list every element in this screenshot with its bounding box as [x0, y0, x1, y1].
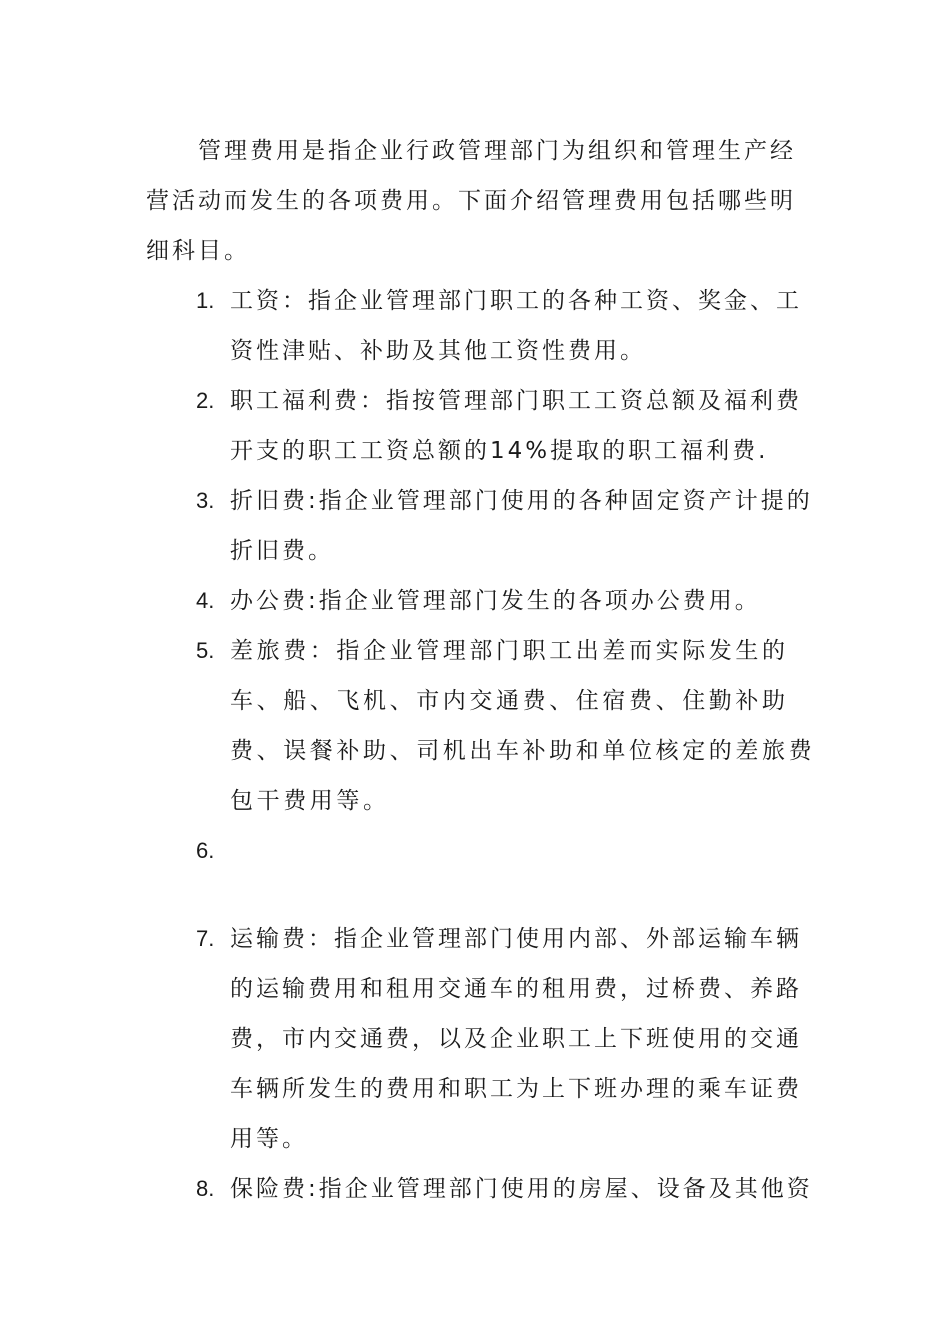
list-item-number: 6. — [196, 838, 215, 863]
list-item-number: 2. — [196, 388, 215, 413]
list-item-text: 办公费:指企业管理部门发生的各项办公费用。 — [230, 588, 761, 614]
list-item-text: 工资：指企业管理部门职工的各种工资、奖金、工资性津贴、补助及其他工资性费用。 — [230, 288, 802, 364]
list-item-text: 保险费:指企业管理部门使用的房屋、设备及其他资 — [230, 1176, 813, 1202]
list-item — [0, 376, 950, 476]
list-item-number: 3. — [196, 488, 215, 513]
list-item — [0, 914, 950, 1164]
list-item — [0, 1164, 950, 1214]
list-item-number: 5. — [196, 638, 215, 663]
list-item — [0, 576, 950, 626]
list-item-text: 运输费：指企业管理部门使用内部、外部运输车辆的运输费用和租用交通车的租用费，过桥费、养路费，市内交通费，以及企业职工上下班使用的交通车辆所发生的费用和职工为上下班办理的乘车证费用等。 — [230, 926, 802, 1152]
list-item-text: 折旧费:指企业管理部门使用的各种固定资产计提的折旧费。 — [230, 488, 813, 564]
list-item-number: 7. — [196, 926, 215, 951]
list-item-number: 4. — [196, 588, 215, 613]
blank-spacer — [0, 876, 950, 914]
list-item — [0, 476, 950, 576]
list-item — [0, 626, 950, 826]
list-item-number: 1. — [196, 288, 215, 313]
list-item-text: 差旅费：指企业管理部门职工出差而实际发生的车、船、飞机、市内交通费、住宿费、住勤补助费、误餐补助、司机出车补助和单位核定的差旅费包干费用等。 — [230, 638, 816, 814]
list-item — [0, 276, 950, 376]
list-item — [0, 826, 950, 914]
list-item-number: 8. — [196, 1176, 215, 1201]
list-item-text: 职工福利费：指按管理部门职工工资总额及福利费开支的职工工资总额的14%提取的职工福利费. — [230, 388, 802, 464]
intro-paragraph: 管理费用是指企业行政管理部门为组织和管理生产经营活动而发生的各项费用。下面介绍管理费用包括哪些明细科目。 — [146, 138, 796, 264]
expense-list — [0, 276, 950, 1214]
list-item-text — [230, 826, 820, 876]
